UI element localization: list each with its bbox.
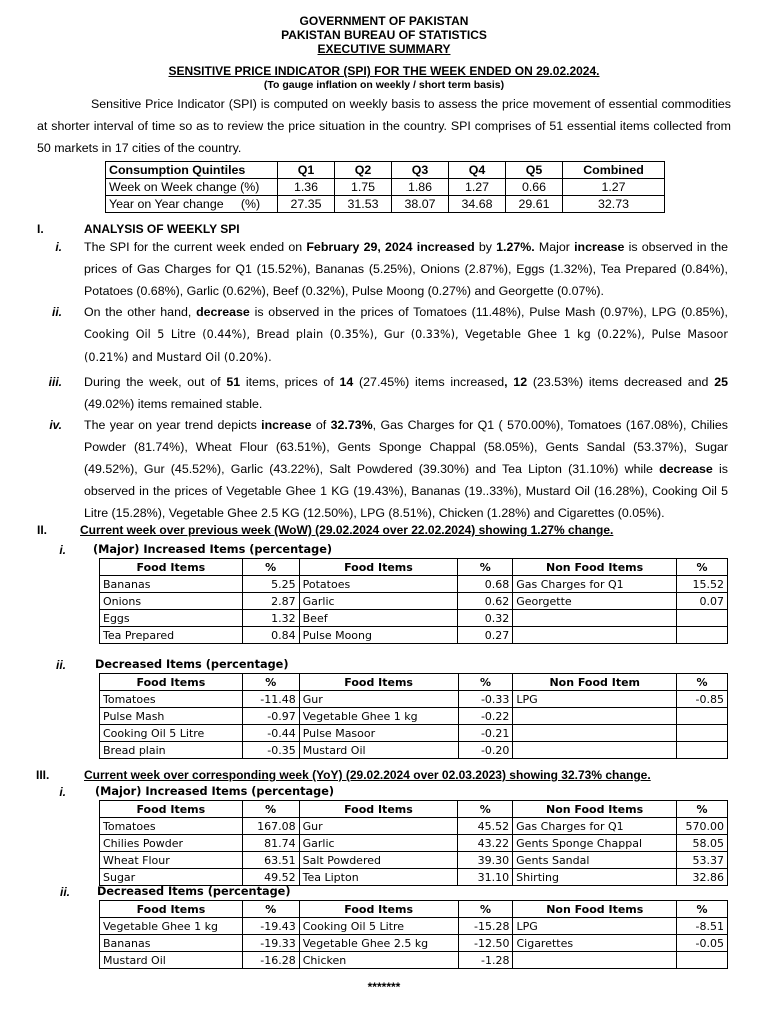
table-cell <box>677 627 728 644</box>
column-header: % <box>676 801 727 818</box>
q-cell: 1.36 <box>278 179 335 196</box>
table-row <box>100 742 728 759</box>
table-cell: Gur <box>299 691 458 708</box>
table-cell: Gents Sandal <box>513 852 677 869</box>
table-cell: LPG <box>513 918 677 935</box>
table-cell: -0.85 <box>677 691 728 708</box>
table-cell: -0.35 <box>242 742 299 759</box>
table-cell: Tomatoes <box>100 818 243 835</box>
table-cell: -19.43 <box>242 918 299 935</box>
yoy-decreased-title: Decreased Items (percentage) <box>97 885 291 898</box>
column-header: Food Items <box>100 674 243 691</box>
analysis-item-i: The SPI for the current week ended on February 29, 2024 increased by 1.27%. Major increase is observed in the prices of Gas Charges for Q1 (15.52%), Bananas (5.25%), Onions (2.87%), Eggs (1.32%), Tea Prepared (0.84%), Potatoes (0.68%), Garlic (0.62%), Beef (0.32%), Pulse Moong (0.27%) and Georgette (0.07%). <box>84 240 729 298</box>
q-cell: 29.61 <box>506 196 563 213</box>
column-header: Food Items <box>100 559 243 576</box>
table-cell: 2.87 <box>242 593 299 610</box>
table-cell: Eggs <box>100 610 243 627</box>
table-cell: Sugar <box>100 869 243 886</box>
q-cell: 1.75 <box>335 179 392 196</box>
column-header: Food Items <box>299 674 458 691</box>
table-cell: Cigarettes <box>513 935 677 952</box>
table-cell: -19.33 <box>242 935 299 952</box>
column-header: Non Food Items <box>513 559 677 576</box>
table-row <box>100 610 728 627</box>
table-cell: 0.68 <box>458 576 513 593</box>
q-cell: 38.07 <box>392 196 449 213</box>
table-row <box>100 835 728 852</box>
quintiles-row <box>106 196 665 213</box>
q-head-6: Combined <box>563 162 665 179</box>
analysis-item-ii: On the other hand, decrease is observed in the prices of Tomatoes (11.48%), Pulse Mash (0.97%), LPG (0.85%), Cooking Oil 5 Litre (0.44%), Bread plain (0.35%), Gur (0.33%), Vegetable Ghee 1 kg (0.22%), Pulse Masoor (0.21%) and Mustard Oil (0.20%). <box>84 305 728 364</box>
table-cell: Chilies Powder <box>100 835 243 852</box>
q-cell: 27.35 <box>278 196 335 213</box>
table-cell: -11.48 <box>242 691 299 708</box>
table-cell: Salt Powdered <box>299 852 458 869</box>
table-row <box>100 852 728 869</box>
q-cell: 1.27 <box>449 179 506 196</box>
column-header: % <box>458 674 513 691</box>
table-header-row <box>100 901 728 918</box>
section-3-title: Current week over corresponding week (YoY) (29.02.2024 over 02.03.2023) showing 32.73% change. <box>84 768 651 782</box>
table-cell: Pulse Moong <box>299 627 458 644</box>
table-cell: -0.22 <box>458 708 513 725</box>
table-cell <box>513 952 677 969</box>
table-cell: 167.08 <box>242 818 299 835</box>
q-head-1: Q1 <box>278 162 335 179</box>
q-cell: 31.53 <box>335 196 392 213</box>
table-cell: -12.50 <box>458 935 513 952</box>
item-i-number: i. <box>55 240 62 254</box>
table-cell: 43.22 <box>458 835 513 852</box>
yoy-increased-title: (Major) Increased Items (percentage) <box>95 785 335 798</box>
table-cell: -15.28 <box>458 918 513 935</box>
yoy-decreased-table <box>99 900 728 969</box>
table-cell: LPG <box>513 691 677 708</box>
q-cell: Year on Year change (%) <box>106 196 278 213</box>
column-header: % <box>677 901 728 918</box>
wow-increased-table <box>99 558 728 644</box>
table-cell: Cooking Oil 5 Litre <box>299 918 458 935</box>
q-cell: 34.68 <box>449 196 506 213</box>
table-cell <box>513 708 677 725</box>
column-header: % <box>242 674 299 691</box>
table-row <box>100 725 728 742</box>
table-cell: Georgette <box>513 593 677 610</box>
table-cell: Vegetable Ghee 1 kg <box>100 918 243 935</box>
section-2-number: II. <box>37 523 48 537</box>
table-cell: Beef <box>299 610 458 627</box>
column-header: % <box>677 559 728 576</box>
table-row <box>100 708 728 725</box>
table-cell: 53.37 <box>676 852 727 869</box>
q-cell: Week on Week change (%) <box>106 179 278 196</box>
table-cell: 570.00 <box>676 818 727 835</box>
table-row <box>100 935 728 952</box>
table-cell: Potatoes <box>299 576 458 593</box>
header-bureau: PAKISTAN BUREAU OF STATISTICS <box>281 28 487 42</box>
table-cell: 45.52 <box>458 818 513 835</box>
column-header: % <box>458 901 513 918</box>
table-header-row <box>100 674 728 691</box>
column-header: % <box>677 674 728 691</box>
analysis-item-iii: During the week, out of 51 items, prices of 14 (27.45%) items increased, 12 (23.53%) items decreased and 25 (49.02%) items remained stable. <box>84 375 728 411</box>
q-cell: 1.86 <box>392 179 449 196</box>
table-row <box>100 593 728 610</box>
footer-stars: ******* <box>367 980 401 994</box>
header-govt: GOVERNMENT OF PAKISTAN <box>299 14 469 28</box>
table-cell <box>677 952 728 969</box>
table-cell: -0.05 <box>677 935 728 952</box>
table-cell: 5.25 <box>242 576 299 593</box>
column-header: Food Items <box>100 801 243 818</box>
q-cell: 0.66 <box>506 179 563 196</box>
table-cell: Cooking Oil 5 Litre <box>100 725 243 742</box>
table-cell: 32.86 <box>676 869 727 886</box>
table-cell: -0.21 <box>458 725 513 742</box>
table-cell: 0.84 <box>242 627 299 644</box>
table-header-row <box>100 559 728 576</box>
table-cell: Shirting <box>513 869 677 886</box>
quintiles-table <box>105 161 665 213</box>
yoy-increased-number: i. <box>59 785 66 799</box>
table-cell: Gur <box>299 818 458 835</box>
wow-increased-title: (Major) Increased Items (percentage) <box>93 543 333 556</box>
table-row <box>100 952 728 969</box>
table-cell: Chicken <box>299 952 458 969</box>
table-cell: Gas Charges for Q1 <box>513 576 677 593</box>
table-cell: 81.74 <box>242 835 299 852</box>
analysis-item-iv: The year on year trend depicts increase of 32.73%, Gas Charges for Q1 ( 570.00%), Tomatoes (167.08%), Chilies Powder (81.74%), Wheat Flour (63.51%), Gents Sponge Chappal (58.05%), Gents Sandal (53.37%), Sugar (49.52%), Gur (45.52%), Garlic (43.22%), Salt Powdered (39.30%) and Tea Lipton (31.10%) while decrease is observed in the prices of Vegetable Ghee 1 KG (19.43%), Bananas (19..33%), Mustard Oil (16.28%), Cooking Oil 5 Litre (15.28%), Vegetable Ghee 2.5 KG (12.50%), LPG (8.51%), Chicken (1.28%) and Cigarettes (0.05%). <box>84 418 729 520</box>
quintiles-row <box>106 179 665 196</box>
wow-decreased-table <box>99 673 728 759</box>
table-cell: -0.44 <box>242 725 299 742</box>
table-cell: Gents Sponge Chappal <box>513 835 677 852</box>
header-exec-summary: EXECUTIVE SUMMARY <box>317 42 451 56</box>
table-cell: Bananas <box>100 935 243 952</box>
table-cell: Wheat Flour <box>100 852 243 869</box>
column-header: % <box>458 559 513 576</box>
table-cell: Tea Lipton <box>299 869 458 886</box>
column-header: % <box>242 801 299 818</box>
table-cell: Garlic <box>299 593 458 610</box>
page-title: SENSITIVE PRICE INDICATOR (SPI) FOR THE WEEK ENDED ON 29.02.2024. <box>168 64 600 78</box>
column-header: Non Food Items <box>513 801 677 818</box>
table-row <box>100 918 728 935</box>
table-cell: -0.97 <box>242 708 299 725</box>
page-subtitle: (To gauge inflation on weekly / short term basis) <box>263 79 505 91</box>
table-cell: -16.28 <box>242 952 299 969</box>
column-header: Food Items <box>299 559 458 576</box>
table-cell <box>677 708 728 725</box>
section-1-number: I. <box>37 222 44 236</box>
column-header: % <box>458 801 513 818</box>
table-cell: 31.10 <box>458 869 513 886</box>
table-cell: Pulse Masoor <box>299 725 458 742</box>
table-cell: 63.51 <box>242 852 299 869</box>
table-cell: Vegetable Ghee 1 kg <box>299 708 458 725</box>
table-cell: -1.28 <box>458 952 513 969</box>
column-header: Food Items <box>299 801 458 818</box>
table-cell <box>677 610 728 627</box>
q-head-0: Consumption Quintiles <box>106 162 278 179</box>
column-header: Non Food Item <box>513 674 677 691</box>
table-cell: 58.05 <box>676 835 727 852</box>
table-cell <box>677 725 728 742</box>
q-head-5: Q5 <box>506 162 563 179</box>
table-cell: 1.32 <box>242 610 299 627</box>
table-cell <box>513 627 677 644</box>
table-cell: Onions <box>100 593 243 610</box>
table-cell: Tea Prepared <box>100 627 243 644</box>
table-cell: -0.20 <box>458 742 513 759</box>
q-head-2: Q2 <box>335 162 392 179</box>
table-cell: 0.27 <box>458 627 513 644</box>
column-header: Food Items <box>299 901 458 918</box>
table-cell: Mustard Oil <box>100 952 243 969</box>
table-cell: 0.62 <box>458 593 513 610</box>
table-cell <box>513 725 677 742</box>
q-cell: 32.73 <box>563 196 665 213</box>
table-cell: Vegetable Ghee 2.5 kg <box>299 935 458 952</box>
item-iv-number: iv. <box>49 418 62 432</box>
table-cell: Gas Charges for Q1 <box>513 818 677 835</box>
table-cell: 49.52 <box>242 869 299 886</box>
column-header: % <box>242 901 299 918</box>
intro-paragraph: Sensitive Price Indicator (SPI) is computed on weekly basis to assess the price movement of essential commodities at shorter interval of time so as to review the price situation in the country. SPI comprises of 51 essential items collected from 50 markets in 17 cities of the country. <box>37 97 731 155</box>
table-header-row <box>100 801 728 818</box>
section-2-title: Current week over previous week (WoW) (29.02.2024 over 22.02.2024) showing 1.27% change. <box>80 523 614 537</box>
table-cell: Tomatoes <box>100 691 243 708</box>
table-cell <box>513 610 677 627</box>
table-row <box>100 818 728 835</box>
table-cell <box>513 742 677 759</box>
table-cell: -8.51 <box>677 918 728 935</box>
column-header: Food Items <box>100 901 243 918</box>
table-cell <box>677 742 728 759</box>
q-cell: 1.27 <box>563 179 665 196</box>
table-cell: -0.33 <box>458 691 513 708</box>
table-row <box>100 691 728 708</box>
section-3-number: III. <box>36 768 50 782</box>
item-iii-number: iii. <box>48 375 62 389</box>
table-cell: Bananas <box>100 576 243 593</box>
yoy-increased-table <box>99 800 728 886</box>
table-cell: 0.07 <box>677 593 728 610</box>
quintiles-header-row <box>106 162 665 179</box>
section-1-title: ANALYSIS OF WEEKLY SPI <box>84 222 240 236</box>
table-row <box>100 576 728 593</box>
wow-decreased-title: Decreased Items (percentage) <box>95 658 289 671</box>
q-head-3: Q3 <box>392 162 449 179</box>
q-head-4: Q4 <box>449 162 506 179</box>
table-cell: 39.30 <box>458 852 513 869</box>
column-header: % <box>242 559 299 576</box>
table-row <box>100 869 728 886</box>
wow-increased-number: i. <box>59 543 66 557</box>
wow-decreased-number: ii. <box>55 658 66 672</box>
table-cell: Mustard Oil <box>299 742 458 759</box>
column-header: Non Food Items <box>513 901 677 918</box>
table-cell: 0.32 <box>458 610 513 627</box>
yoy-decreased-number: ii. <box>59 885 70 899</box>
table-cell: Garlic <box>299 835 458 852</box>
table-row <box>100 627 728 644</box>
table-cell: 15.52 <box>677 576 728 593</box>
item-ii-number: ii. <box>51 305 62 319</box>
table-cell: Pulse Mash <box>100 708 243 725</box>
table-cell: Bread plain <box>100 742 243 759</box>
